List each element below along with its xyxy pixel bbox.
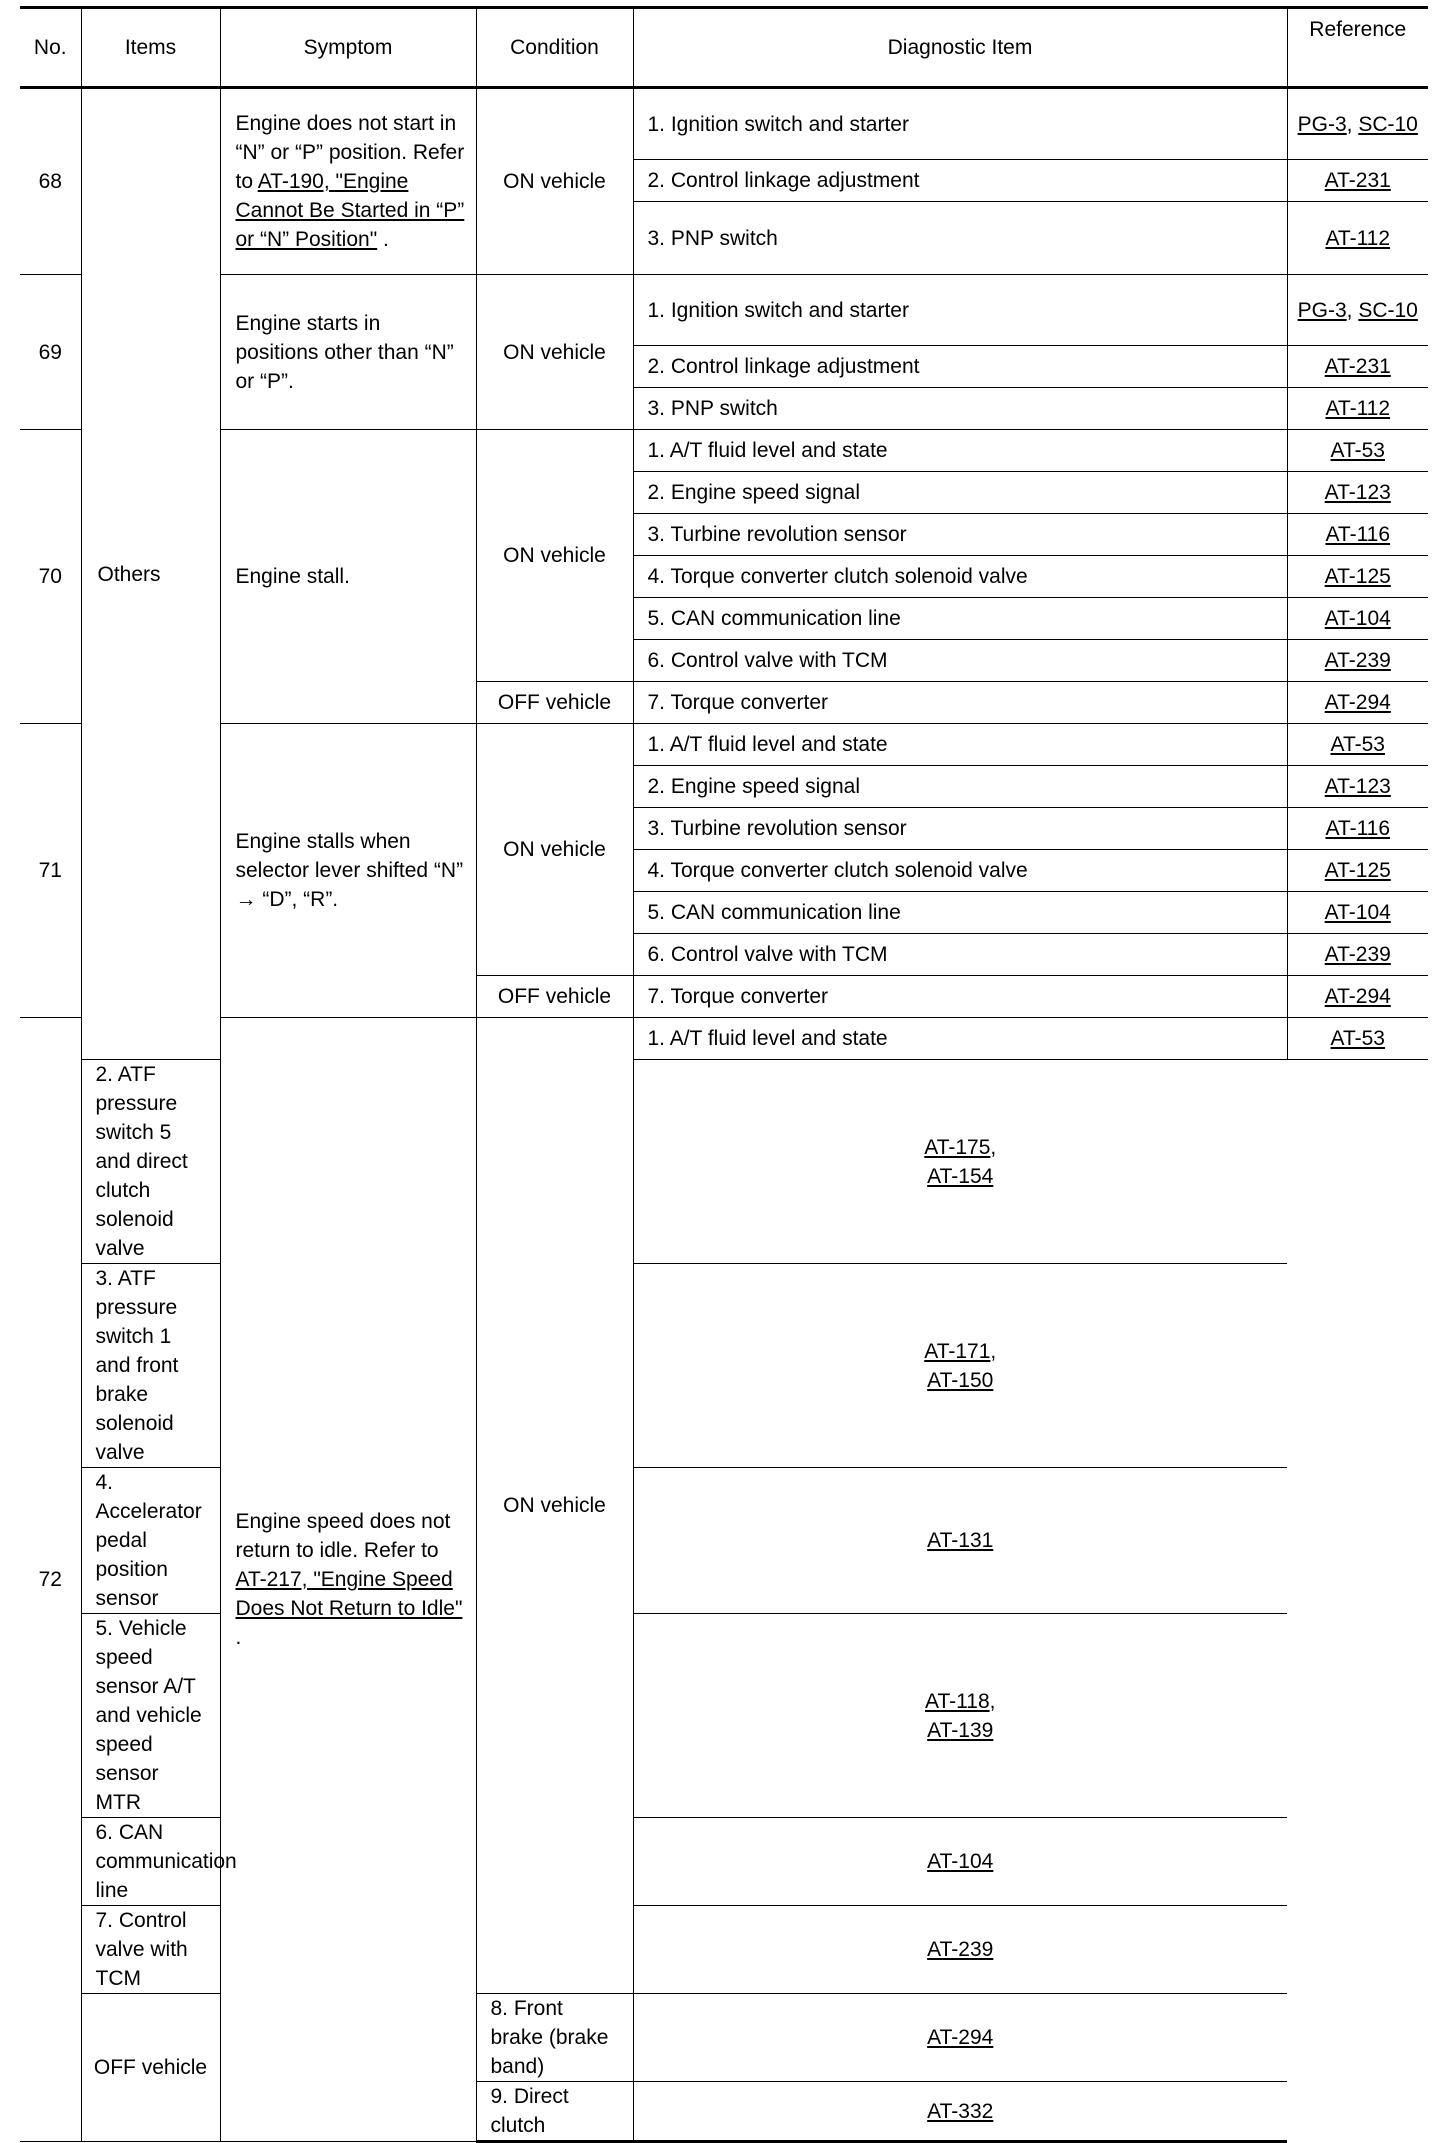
- symptom-cell: [220, 88, 476, 275]
- row-number: 69: [20, 275, 81, 430]
- header-symptom: Symptom: [220, 8, 476, 88]
- reference-link[interactable]: AT-53: [1330, 733, 1385, 756]
- reference-cell: [633, 1468, 1287, 1614]
- reference-cell: [1287, 1018, 1428, 1060]
- reference-cell: AT-175, AT-154: [633, 1060, 1287, 1264]
- symptom-tail: .: [235, 1626, 242, 1649]
- condition-cell: OFF vehicle: [476, 976, 633, 1018]
- reference-link[interactable]: AT-154: [927, 1164, 994, 1188]
- table-row: [20, 88, 1428, 160]
- condition-cell: ON vehicle: [476, 430, 633, 682]
- reference-cell: [1287, 892, 1428, 934]
- diagnostic-item: 5. CAN communication line: [633, 598, 1287, 640]
- header-row: [20, 8, 1428, 88]
- reference-cell: [1287, 682, 1428, 724]
- header-no: No.: [20, 8, 81, 88]
- diagnostic-item: 1. Ignition switch and starter: [633, 275, 1287, 346]
- symptom-cell: Engine starts in positions other than “N” or “P”.: [220, 275, 476, 430]
- condition-cell: ON vehicle: [476, 275, 633, 430]
- diagnostic-item: 4. Torque converter clutch solenoid valve: [633, 850, 1287, 892]
- diagnostic-item: 2. ATF pressure switch 5 and direct clutch solenoid valve: [81, 1060, 220, 1264]
- diagnostic-table: [20, 6, 1428, 2143]
- symptom-text: Engine does not start in “N” or “P” position. Refer to: [235, 112, 465, 193]
- row-number: 72: [20, 1018, 81, 2142]
- table-row: [20, 1018, 1428, 1060]
- reference-cell: [1287, 346, 1428, 388]
- reference-link[interactable]: AT-53: [1330, 1027, 1385, 1050]
- diagnostic-item: 3. PNP switch: [633, 388, 1287, 430]
- header-items: Items: [81, 8, 220, 88]
- reference-cell: [1287, 934, 1428, 976]
- reference-cell: [633, 1818, 1287, 1906]
- condition-cell: OFF vehicle: [81, 1994, 220, 2142]
- diagnostic-item: 6. CAN communication line: [81, 1818, 220, 1906]
- diagnostic-item: 7. Torque converter: [633, 976, 1287, 1018]
- diagnostic-item: 2. Engine speed signal: [633, 766, 1287, 808]
- row-number: 68: [20, 88, 81, 275]
- symptom-text: Engine speed does not return to idle. Refer to: [235, 1510, 451, 1562]
- diagnostic-item: 2. Engine speed signal: [633, 472, 1287, 514]
- diagnostic-item: 5. CAN communication line: [633, 892, 1287, 934]
- reference-link[interactable]: AT-231: [1324, 355, 1391, 378]
- reference-link[interactable]: PG-3: [1297, 112, 1347, 136]
- diagnostic-item: 3. Turbine revolution sensor: [633, 808, 1287, 850]
- table-row: [20, 724, 1428, 766]
- reference-link[interactable]: AT-118: [925, 1689, 990, 1713]
- reference-link[interactable]: AT-239: [1324, 649, 1391, 672]
- reference-cell: [1287, 976, 1428, 1018]
- reference-link[interactable]: AT-125: [1324, 859, 1391, 882]
- reference-cell: [633, 1994, 1287, 2082]
- symptom-tail: .: [377, 228, 389, 251]
- reference-link[interactable]: AT-104: [927, 1850, 994, 1873]
- condition-cell: ON vehicle: [476, 88, 633, 275]
- reference-cell: [1287, 598, 1428, 640]
- reference-link[interactable]: AT-112: [1325, 397, 1391, 420]
- reference-link[interactable]: AT-239: [927, 1938, 994, 1961]
- reference-link[interactable]: AT-104: [1324, 607, 1391, 630]
- reference-cell: [1287, 724, 1428, 766]
- row-number: 70: [20, 430, 81, 724]
- symptom-cell: [220, 1018, 476, 2142]
- reference-cell: [1287, 766, 1428, 808]
- diagnostic-item: 7. Torque converter: [633, 682, 1287, 724]
- diagnostic-item: 2. Control linkage adjustment: [633, 346, 1287, 388]
- diagnostic-item: 5. Vehicle speed sensor A/T and vehicle speed sensor MTR: [81, 1614, 220, 1818]
- reference-link[interactable]: AT-139: [927, 1718, 994, 1742]
- reference-link[interactable]: AT-123: [1324, 775, 1391, 798]
- reference-link[interactable]: AT-239: [1324, 943, 1391, 966]
- reference-link[interactable]: AT-332: [927, 2099, 994, 2123]
- reference-cell: [1287, 388, 1428, 430]
- diagnostic-item: 8. Front brake (brake band): [476, 1994, 633, 2082]
- condition-cell: ON vehicle: [476, 724, 633, 976]
- reference-link[interactable]: AT-294: [927, 2026, 994, 2049]
- reference-cell: [1287, 640, 1428, 682]
- diagnostic-item: 2. Control linkage adjustment: [633, 160, 1287, 202]
- reference-cell: [1287, 808, 1428, 850]
- diagnostic-item: 3. PNP switch: [633, 202, 1287, 275]
- reference-link[interactable]: AT-294: [1324, 985, 1391, 1008]
- reference-cell: [633, 1906, 1287, 1994]
- reference-cell: [633, 2082, 1287, 2142]
- symptom-cell: Engine stall.: [220, 430, 476, 724]
- header-diagnostic-item: Diagnostic Item: [633, 8, 1287, 88]
- reference-link[interactable]: SC-10: [1358, 112, 1418, 136]
- reference-link[interactable]: AT-171: [924, 1339, 991, 1363]
- reference-cell: [1287, 202, 1428, 275]
- reference-link[interactable]: AT-294: [1324, 691, 1391, 714]
- diagnostic-item: 1. A/T fluid level and state: [633, 430, 1287, 472]
- diagnostic-item: 7. Control valve with TCM: [81, 1906, 220, 1994]
- diagnostic-item: 4. Accelerator pedal position sensor: [81, 1468, 220, 1614]
- table-row: [20, 275, 1428, 346]
- reference-link[interactable]: AT-53: [1330, 439, 1385, 462]
- symptom-link[interactable]: AT-217, "Engine Speed Does Not Return to Idle": [235, 1568, 463, 1620]
- symptom-cell: Engine stalls when selector lever shifted “N” → “D”, “R”.: [220, 724, 476, 1018]
- reference-link[interactable]: AT-231: [1324, 169, 1391, 192]
- reference-link[interactable]: AT-150: [927, 1368, 994, 1392]
- diagnostic-item: 6. Control valve with TCM: [633, 640, 1287, 682]
- reference-cell: [1287, 430, 1428, 472]
- row-number: 71: [20, 724, 81, 1018]
- reference-cell: [1287, 514, 1428, 556]
- condition-cell: OFF vehicle: [476, 682, 633, 724]
- header-condition: Condition: [476, 8, 633, 88]
- diagnostic-item: 1. Ignition switch and starter: [633, 88, 1287, 160]
- condition-cell: ON vehicle: [476, 1018, 633, 1994]
- diagnostic-item: 6. Control valve with TCM: [633, 934, 1287, 976]
- diagnostic-item: 3. Turbine revolution sensor: [633, 514, 1287, 556]
- diagnostic-item: 1. A/T fluid level and state: [633, 1018, 1287, 1060]
- symptom-link[interactable]: AT-190, "Engine Cannot Be Started in “P” or “N” Position": [235, 170, 465, 251]
- reference-cell: PG-3, SC-10: [1287, 275, 1428, 346]
- reference-link[interactable]: PG-3: [1297, 298, 1347, 322]
- reference-cell: AT-171, AT-150: [633, 1264, 1287, 1468]
- header-reference: Reference: [1287, 8, 1428, 88]
- reference-cell: [1287, 850, 1428, 892]
- reference-cell: [1287, 556, 1428, 598]
- reference-link[interactable]: AT-104: [1324, 901, 1391, 924]
- reference-link[interactable]: AT-131: [927, 1529, 994, 1552]
- reference-cell: PG-3, SC-10: [1287, 88, 1428, 160]
- reference-link[interactable]: AT-123: [1324, 481, 1391, 504]
- diagnostic-item: 4. Torque converter clutch solenoid valve: [633, 556, 1287, 598]
- reference-link[interactable]: AT-112: [1325, 226, 1391, 250]
- reference-link[interactable]: AT-116: [1325, 817, 1391, 840]
- items-cell: Others: [81, 88, 220, 1060]
- reference-link[interactable]: SC-10: [1358, 298, 1418, 322]
- diagnostic-item: 9. Direct clutch: [476, 2082, 633, 2142]
- reference-link[interactable]: AT-125: [1324, 565, 1391, 588]
- reference-cell: [1287, 472, 1428, 514]
- reference-link[interactable]: AT-175: [924, 1135, 991, 1159]
- reference-cell: [1287, 160, 1428, 202]
- diagnostic-item: 1. A/T fluid level and state: [633, 724, 1287, 766]
- table-row: [20, 430, 1428, 472]
- reference-link[interactable]: AT-116: [1325, 523, 1391, 546]
- diagnostic-item: 3. ATF pressure switch 1 and front brake solenoid valve: [81, 1264, 220, 1468]
- reference-cell: AT-118, AT-139: [633, 1614, 1287, 1818]
